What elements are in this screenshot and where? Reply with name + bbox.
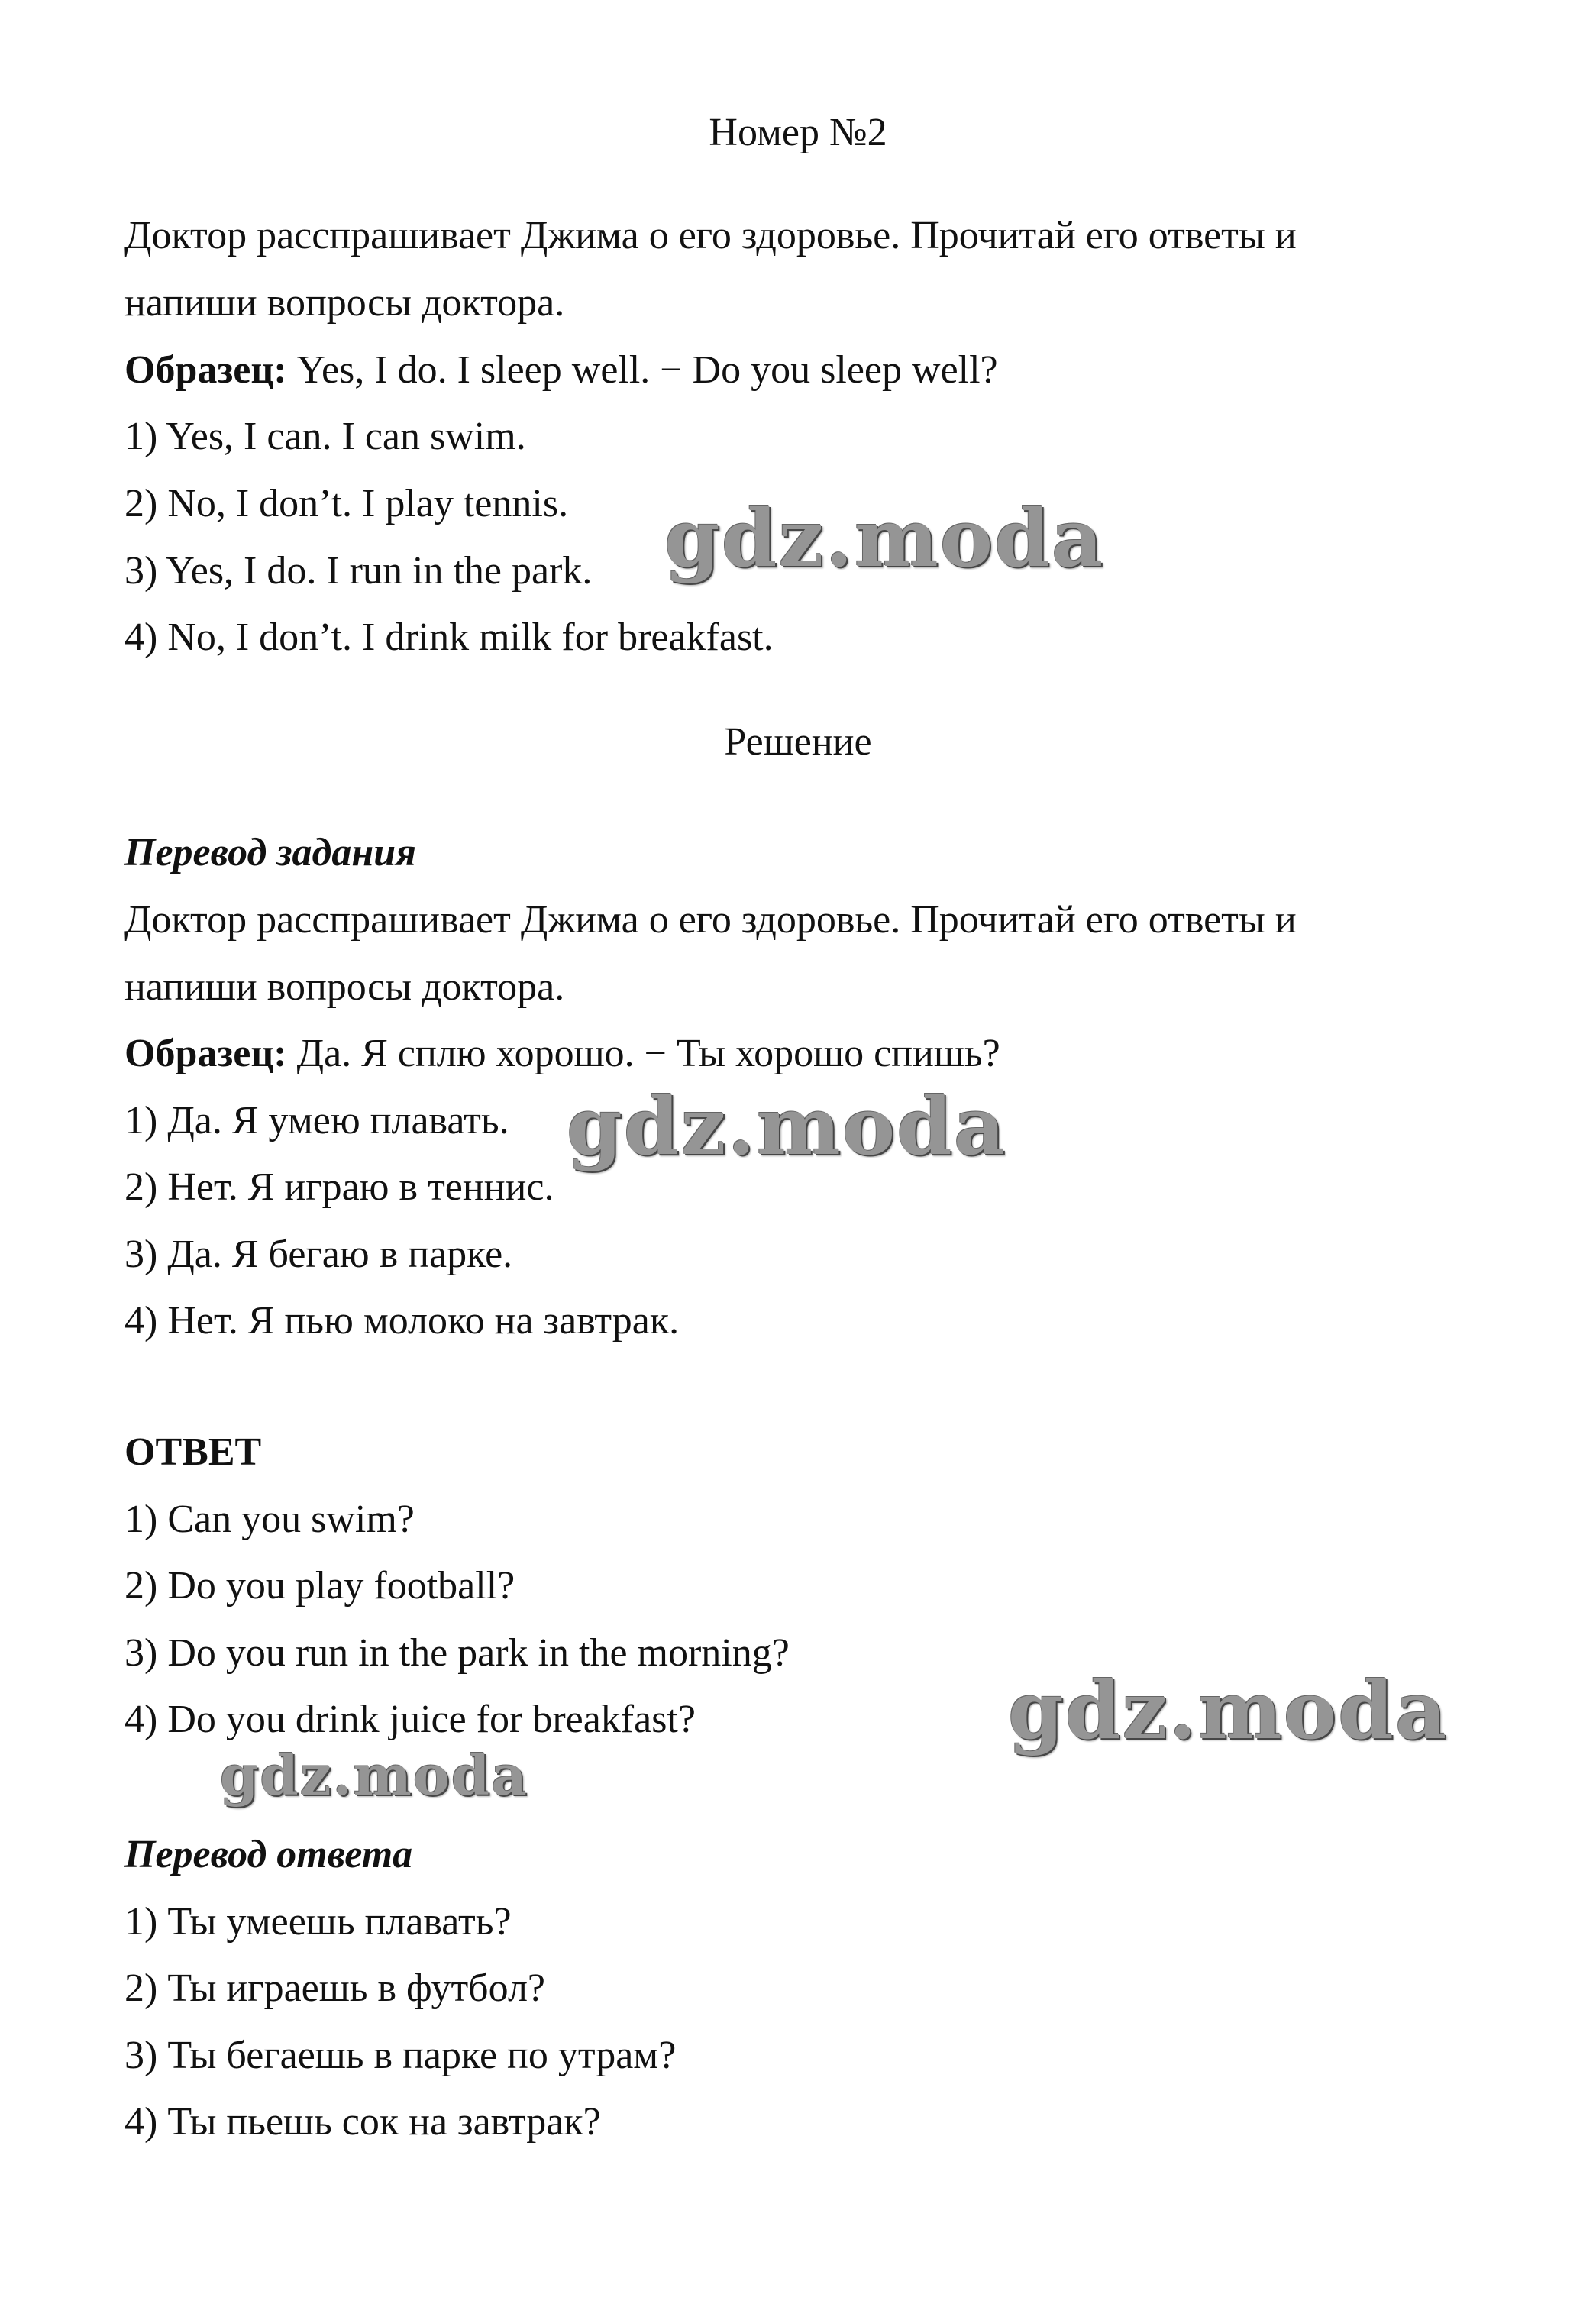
answer-translation-heading: Перевод ответа xyxy=(124,1833,413,1876)
task-item-3: 3) Yes, I do. I run in the park. xyxy=(124,549,593,593)
watermark-logo: gdz.moda xyxy=(567,1079,1007,1173)
answer-item-3: 3) Do you run in the park in the morning? xyxy=(124,1631,790,1675)
translation-example xyxy=(124,1029,1000,1078)
translation-item-3: 3) Да. Я бегаю в парке. xyxy=(124,1233,513,1276)
translation-item-2: 2) Нет. Я играю в теннис. xyxy=(124,1165,554,1209)
translation-example-label: Образец: xyxy=(124,1032,287,1075)
answer-heading: ОТВЕТ xyxy=(124,1430,262,1474)
task-title: Номер №2 xyxy=(709,111,887,154)
watermark-logo: gdz.moda xyxy=(220,1743,528,1808)
translation-item-4: 4) Нет. Я пью молоко на завтрак. xyxy=(124,1299,680,1343)
watermark-logo: gdz.moda xyxy=(1008,1663,1449,1757)
task-item-1: 1) Yes, I can. I can swim. xyxy=(124,415,526,458)
translation-instruction-line-1: Доктор расспрашивает Джима о его здоровье. Прочитай его ответы и xyxy=(124,898,1297,942)
translation-example-text: Да. Я сплю хорошо. − Ты хорошо спишь? xyxy=(286,1032,1000,1075)
translation-item-1: 1) Да. Я умею плавать. xyxy=(124,1099,509,1142)
answer-translation-item-1: 1) Ты умеешь плавать? xyxy=(124,1900,512,1944)
solution-title: Решение xyxy=(724,720,872,764)
task-instruction-line-2: напиши вопросы доктора. xyxy=(124,281,565,325)
task-example-label: Образец: xyxy=(124,348,287,392)
answer-translation-item-2: 2) Ты играешь в футбол? xyxy=(124,1966,545,2010)
answer-item-4: 4) Do you drink juice for breakfast? xyxy=(124,1698,696,1741)
watermark-logo: gdz.moda xyxy=(664,491,1105,585)
task-item-2: 2) No, I don’t. I play tennis. xyxy=(124,482,569,525)
answer-item-2: 2) Do you play football? xyxy=(124,1564,515,1608)
translation-heading: Перевод задания xyxy=(124,831,416,874)
answer-translation-item-4: 4) Ты пьешь сок на завтрак? xyxy=(124,2100,601,2144)
translation-instruction-line-2: напиши вопросы доктора. xyxy=(124,965,565,1009)
task-example xyxy=(124,346,998,395)
answer-translation-item-3: 3) Ты бегаешь в парке по утрам? xyxy=(124,2034,677,2077)
answer-item-1: 1) Can you swim? xyxy=(124,1498,415,1541)
task-item-4: 4) No, I don’t. I drink milk for breakfast. xyxy=(124,616,774,659)
task-example-text: Yes, I do. I sleep well. − Do you sleep well? xyxy=(286,348,998,392)
task-instruction-line-1: Доктор расспрашивает Джима о его здоровье. Прочитай его ответы и xyxy=(124,214,1297,257)
